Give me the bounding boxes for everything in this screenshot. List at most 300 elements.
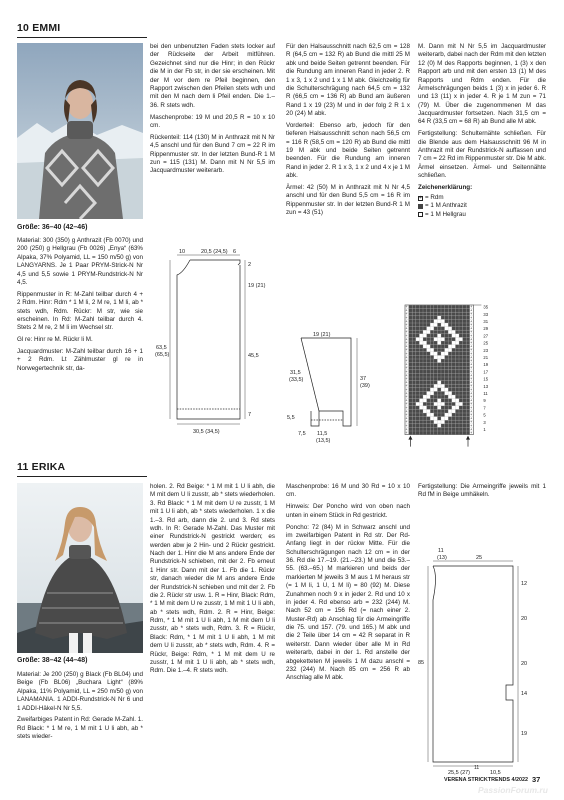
- anthracite-cell: [463, 409, 467, 413]
- anthracite-cell: [466, 398, 473, 403]
- anthracite-cell: [409, 420, 413, 424]
- anthracite-cell: [455, 427, 459, 431]
- chart-row-label: 31: [483, 319, 489, 324]
- anthracite-cell: [459, 381, 463, 385]
- anthracite-cell: [409, 402, 413, 406]
- anthracite-cell: [459, 316, 463, 320]
- edge-stitch-cell: +: [470, 427, 473, 432]
- anthracite-cell: [455, 366, 459, 370]
- anthracite-cell: [419, 366, 423, 370]
- anthracite-cell: [448, 316, 452, 320]
- anthracite-cell: [466, 337, 473, 342]
- edge-stitch-cell: +: [470, 351, 473, 356]
- anthracite-cell: [419, 395, 423, 399]
- anthracite-cell: [412, 377, 416, 381]
- anthracite-cell: [412, 402, 416, 406]
- edge-stitch-cell: +: [470, 344, 473, 349]
- anthracite-cell: [463, 323, 467, 327]
- anthracite-cell: [409, 316, 413, 320]
- anthracite-cell: [437, 373, 441, 377]
- edge-stitch-cell: +: [405, 351, 408, 356]
- anthracite-cell: [427, 420, 431, 424]
- anthracite-cell: [412, 384, 416, 388]
- anthracite-cell: [427, 359, 431, 363]
- edge-stitch-cell: +: [470, 341, 473, 345]
- anthracite-cell: [416, 373, 420, 377]
- anthracite-cell: [430, 406, 434, 410]
- anthracite-cell: [416, 366, 420, 370]
- sleeve-label-bottom-2: 11,5: [317, 431, 328, 437]
- anthracite-cell: [427, 417, 431, 421]
- anthracite-cell: [434, 406, 438, 410]
- emmi-column-4: [418, 43, 546, 219]
- emmi-column-3: [286, 43, 410, 221]
- anthracite-cell: [427, 373, 431, 377]
- anthracite-cell: [441, 409, 445, 413]
- anthracite-cell: [445, 420, 449, 424]
- anthracite-cell: [423, 384, 427, 388]
- anthracite-cell: [409, 327, 413, 331]
- anthracite-cell: [434, 366, 438, 370]
- anthracite-cell: [409, 330, 413, 334]
- anthracite-cell: [437, 366, 441, 370]
- anthracite-cell: [455, 316, 459, 320]
- chart-row-label: 33: [483, 311, 489, 317]
- anthracite-cell: [419, 363, 423, 367]
- anthracite-cell: [409, 381, 413, 385]
- anthracite-cell: [441, 334, 445, 338]
- anthracite-cell: [448, 377, 452, 381]
- anthracite-cell: [409, 399, 413, 403]
- anthracite-cell: [463, 391, 467, 395]
- edge-stitch-cell: +: [405, 344, 408, 349]
- anthracite-cell: [423, 381, 427, 385]
- edge-stitch-cell: +: [405, 319, 408, 324]
- anthracite-cell: [448, 366, 452, 370]
- anthracite-cell: [441, 424, 445, 428]
- anthracite-cell: [409, 409, 413, 413]
- anthracite-cell: [412, 373, 416, 377]
- anthracite-cell: [455, 327, 459, 331]
- anthracite-cell: [466, 359, 473, 363]
- anthracite-cell: [423, 323, 427, 327]
- edge-stitch-cell: +: [405, 315, 408, 320]
- anthracite-cell: [430, 355, 434, 359]
- chart-row-label: 9: [483, 398, 486, 404]
- anthracite-cell: [463, 417, 467, 421]
- edge-stitch-cell: +: [405, 416, 408, 421]
- emmi-column-1: [17, 237, 143, 377]
- edge-stitch-cell: +: [470, 369, 473, 374]
- anthracite-cell: [445, 406, 449, 410]
- anthracite-cell: [437, 417, 441, 421]
- anthracite-cell: [445, 399, 449, 403]
- anthracite-cell: [463, 316, 467, 320]
- paragraph: M. Dann mit N Nr 5,5 im Jacquardmuster weiterarb, dabei nach der Rdm mit den letzten 12 (0) M des Rapports beginnen, 1 (3) x den Rapport arb und mit den ersten 13 (1) M des Rapports und Rdm enden. Für die Ärmelschrägungen beids 1 (3) x in jeder 6. R und 13 (11) x in jeder 4. R je 1 M zun = 71 (79) M. Über die zugenommenen M das Jacquardmuster fortsetzen. Nach 31,5 cm = 64 R (33,5 cm = 68 R) ab Bund alle M abk.: [418, 43, 546, 126]
- edge-stitch-cell: +: [470, 326, 473, 331]
- anthracite-cell: [463, 355, 467, 359]
- body-label-right-2: 19 (21): [248, 283, 266, 289]
- anthracite-cell: [412, 388, 416, 392]
- anthracite-cell: [455, 319, 459, 323]
- anthracite-cell: [452, 431, 456, 435]
- edge-stitch-cell: +: [405, 423, 408, 428]
- edge-stitch-cell: +: [405, 402, 408, 407]
- chart-row-label: 27: [483, 333, 489, 339]
- anthracite-cell: [416, 316, 420, 320]
- anthracite-cell: [416, 334, 420, 338]
- anthracite-cell: [448, 309, 452, 313]
- anthracite-cell: [434, 334, 438, 338]
- edge-stitch-cell: +: [470, 366, 473, 371]
- anthracite-cell: [419, 330, 423, 334]
- poncho-label-left: 85: [418, 660, 425, 666]
- sleeve-label-right-1: 37: [360, 376, 367, 382]
- anthracite-cell: [459, 431, 463, 435]
- anthracite-cell: [409, 355, 413, 359]
- anthracite-cell: [441, 381, 445, 385]
- edge-stitch-cell: +: [470, 373, 473, 378]
- anthracite-cell: [448, 305, 452, 309]
- anthracite-cell: [459, 319, 463, 323]
- anthracite-cell: [430, 431, 434, 435]
- anthracite-cell: [448, 370, 452, 374]
- anthracite-cell: [423, 424, 427, 428]
- emmi-column-2: [150, 43, 275, 179]
- anthracite-cell: [409, 363, 413, 367]
- anthracite-cell: [430, 395, 434, 399]
- chart-row-label: 23: [483, 347, 489, 353]
- anthracite-cell: [463, 337, 467, 341]
- anthracite-cell: [452, 309, 456, 313]
- edge-stitch-cell: +: [405, 395, 408, 399]
- anthracite-cell: [466, 315, 473, 320]
- anthracite-cell: [434, 359, 438, 363]
- anthracite-cell: [434, 348, 438, 352]
- anthracite-cell: [412, 409, 416, 413]
- anthracite-cell: [416, 305, 420, 309]
- poncho-label-bottom-3: 11: [474, 765, 480, 771]
- anthracite-cell: [463, 377, 467, 381]
- edge-stitch-cell: +: [405, 359, 408, 363]
- anthracite-cell: [409, 373, 413, 377]
- anthracite-cell: [434, 427, 438, 431]
- poncho-label-bottom-1: 25,5 (27): [448, 770, 471, 776]
- anthracite-cell: [466, 373, 473, 378]
- edge-stitch-cell: +: [470, 359, 473, 363]
- anthracite-cell: [409, 391, 413, 395]
- anthracite-cell: [427, 384, 431, 388]
- anthracite-cell: [452, 377, 456, 381]
- anthracite-cell: [441, 427, 445, 431]
- section-divider: [17, 476, 147, 477]
- anthracite-cell: [463, 399, 467, 403]
- anthracite-cell: [430, 366, 434, 370]
- anthracite-cell: [430, 384, 434, 388]
- body-label-left-2: (65,5): [155, 352, 170, 358]
- anthracite-cell: [430, 305, 434, 309]
- anthracite-cell: [423, 305, 427, 309]
- legend-item-anthracite: [418, 202, 546, 210]
- anthracite-cell: [416, 312, 420, 316]
- legend-item-edge: [418, 194, 546, 202]
- anthracite-cell: [430, 377, 434, 381]
- chart-row-label: 7: [483, 405, 486, 411]
- anthracite-cell: [434, 431, 438, 435]
- anthracite-cell: [463, 384, 467, 388]
- anthracite-cell: [466, 427, 473, 432]
- anthracite-cell: [445, 366, 449, 370]
- anthracite-cell: [448, 406, 452, 410]
- anthracite-cell: [423, 388, 427, 392]
- poncho-label-right-5: 19: [521, 731, 528, 737]
- anthracite-cell: [445, 373, 449, 377]
- anthracite-cell: [448, 420, 452, 424]
- chart-row-label: 19: [483, 362, 489, 368]
- edge-stitch-cell: +: [470, 333, 473, 338]
- edge-stitch-cell: +: [470, 330, 473, 335]
- edge-stitch-cell: +: [470, 413, 473, 417]
- anthracite-cell: [466, 351, 473, 356]
- anthracite-cell: [466, 377, 473, 381]
- anthracite-cell: [455, 370, 459, 374]
- anthracite-cell: [419, 370, 423, 374]
- anthracite-cell: [455, 395, 459, 399]
- page-number: 37: [532, 775, 541, 784]
- anthracite-cell: [427, 316, 431, 320]
- anthracite-cell: [466, 366, 473, 371]
- anthracite-cell: [466, 402, 473, 407]
- anthracite-cell: [412, 424, 416, 428]
- anthracite-cell: [430, 334, 434, 338]
- anthracite-cell: [452, 381, 456, 385]
- anthracite-cell: [445, 409, 449, 413]
- anthracite-cell: [452, 373, 456, 377]
- anthracite-cell: [419, 355, 423, 359]
- anthracite-cell: [459, 348, 463, 352]
- anthracite-cell: [416, 352, 420, 356]
- anthracite-cell: [423, 370, 427, 374]
- edge-stitch-cell: +: [405, 420, 408, 425]
- sleeve-label-cuff: 5,5: [287, 415, 295, 421]
- anthracite-cell: [416, 391, 420, 395]
- anthracite-cell: [452, 305, 456, 309]
- anthracite-cell: [434, 363, 438, 367]
- arrow-head-icon: [466, 436, 470, 440]
- edge-stitch-cell: +: [470, 423, 473, 428]
- anthracite-cell: [423, 352, 427, 356]
- anthracite-cell: [452, 417, 456, 421]
- anthracite-cell: [412, 417, 416, 421]
- anthracite-cell: [423, 413, 427, 417]
- anthracite-cell: [445, 363, 449, 367]
- edge-stitch-cell: +: [405, 391, 408, 396]
- anthracite-cell: [423, 417, 427, 421]
- anthracite-cell: [434, 309, 438, 313]
- anthracite-cell: [409, 366, 413, 370]
- anthracite-cell: [463, 373, 467, 377]
- anthracite-cell: [441, 341, 445, 345]
- anthracite-cell: [459, 417, 463, 421]
- paragraph: Maschenprobe: 19 M und 20,5 R = 10 x 10 cm.: [150, 113, 275, 129]
- anthracite-cell: [412, 355, 416, 359]
- anthracite-cell: [412, 399, 416, 403]
- anthracite-cell: [427, 431, 431, 435]
- anthracite-cell: [409, 359, 413, 363]
- anthracite-cell: [455, 312, 459, 316]
- anthracite-cell: [463, 420, 467, 424]
- anthracite-cell: [409, 312, 413, 316]
- anthracite-cell: [430, 309, 434, 313]
- paragraph: Material: Je 200 (250) g Black (Fb BL04) und Beige (Fb BL06) „Buchara Light“ (89% Alpaka, 11% Polyamid, LL = 250 m/50 g) von LANAMANIA. 1 ADDI-Rundstrick-N Nr 6 und 1 ADDI-Häkel-N Nr 5,5.: [17, 671, 143, 712]
- anthracite-cell: [427, 399, 431, 403]
- anthracite-cell: [463, 305, 467, 309]
- edge-stitch-cell: +: [470, 431, 473, 435]
- anthracite-cell: [416, 384, 420, 388]
- anthracite-cell: [430, 337, 434, 341]
- anthracite-cell: [441, 348, 445, 352]
- anthracite-cell: [416, 345, 420, 349]
- anthracite-cell: [416, 431, 420, 435]
- anthracite-cell: [409, 377, 413, 381]
- anthracite-cell: [412, 413, 416, 417]
- anthracite-cell: [463, 312, 467, 316]
- anthracite-cell: [466, 312, 473, 317]
- anthracite-cell: [437, 427, 441, 431]
- paragraph: Hinweis: Der Poncho wird von oben nach unten in einem Stück in Rd gestrickt.: [286, 503, 410, 519]
- anthracite-cell: [419, 424, 423, 428]
- anthracite-cell: [416, 363, 420, 367]
- anthracite-cell: [412, 330, 416, 334]
- anthracite-cell: [434, 370, 438, 374]
- anthracite-cell: [445, 395, 449, 399]
- anthracite-cell: [423, 319, 427, 323]
- anthracite-cell: [427, 352, 431, 356]
- anthracite-cell: [412, 323, 416, 327]
- anthracite-cell: [434, 341, 438, 345]
- sleeve-label-bottom-1: 7,5: [298, 431, 306, 437]
- sleeve-label-left-1: 31,5: [290, 370, 301, 376]
- paragraph: Zweifarbiges Patent in Rd: Gerade M-Zahl. 1. Rd Black: * 1 M re, 1 M mit 1 U li abh, ab * stets wieder-: [17, 716, 143, 741]
- anthracite-cell: [427, 388, 431, 392]
- anthracite-cell: [419, 348, 423, 352]
- anthracite-cell: [430, 402, 434, 406]
- anthracite-cell: [423, 355, 427, 359]
- anthracite-cell: [423, 327, 427, 331]
- anthracite-cell: [409, 348, 413, 352]
- anthracite-cell: [455, 309, 459, 313]
- edge-stitch-cell: +: [405, 341, 408, 345]
- edge-stitch-cell: +: [405, 305, 408, 309]
- anthracite-cell: [416, 427, 420, 431]
- anthracite-cell: [437, 413, 441, 417]
- anthracite-cell: [423, 363, 427, 367]
- anthracite-cell: [430, 345, 434, 349]
- anthracite-cell: [412, 395, 416, 399]
- anthracite-cell: [455, 359, 459, 363]
- anthracite-cell: [416, 327, 420, 331]
- anthracite-cell: [423, 431, 427, 435]
- edge-stitch-cell: +: [405, 369, 408, 374]
- anthracite-cell: [409, 319, 413, 323]
- anthracite-cell: [409, 352, 413, 356]
- anthracite-cell: [441, 377, 445, 381]
- anthracite-cell: [459, 366, 463, 370]
- anthracite-cell: [441, 345, 445, 349]
- anthracite-cell: [427, 312, 431, 316]
- anthracite-cell: [427, 381, 431, 385]
- anthracite-cell: [434, 312, 438, 316]
- anthracite-cell: [409, 384, 413, 388]
- anthracite-cell: [455, 330, 459, 334]
- anthracite-cell: [459, 334, 463, 338]
- edge-stitch-cell: +: [470, 319, 473, 324]
- anthracite-cell: [419, 319, 423, 323]
- anthracite-cell: [427, 337, 431, 341]
- poncho-label-right-1: 12: [521, 581, 528, 587]
- anthracite-cell: [455, 409, 459, 413]
- anthracite-cell: [412, 366, 416, 370]
- anthracite-cell: [412, 363, 416, 367]
- anthracite-cell: [416, 377, 420, 381]
- anthracite-cell: [409, 370, 413, 374]
- anthracite-cell: [419, 388, 423, 392]
- anthracite-cell: [445, 319, 449, 323]
- anthracite-cell: [448, 319, 452, 323]
- anthracite-cell: [448, 373, 452, 377]
- emmi-sleeve-schematic: [285, 330, 405, 455]
- anthracite-cell: [455, 424, 459, 428]
- anthracite-cell: [441, 330, 445, 334]
- anthracite-cell: [466, 344, 473, 349]
- emmi-body-schematic: [150, 245, 275, 435]
- anthracite-cell: [430, 420, 434, 424]
- anthracite-cell: [412, 427, 416, 431]
- paragraph: Poncho: 72 (84) M in Schwarz anschl und im zweifarbigen Patent in Rd str. Der Rd-Anfang liegt in der rückw Mitte. Für die Schulterschrägungen nach 12 cm = in der 36. Rd die 17.–19. (21.–23.) M und die 53.–55. (63.–65.) M markieren und beids der markierten M jeweils 3 M aus 1 M heraus str (= 1 M li, 1 U, 1 M li) = 80 (92) M. Diese Zunahmen noch 9 x in jeder 2. Rd und 10 x in jeder 4. Rd ebenso arb = 232 (244) M. Nach 52 cm = 156 Rd (= nach einer 2. Muster-Rd) ab Anschlag für die Armeingriffe die 75. und 157. (79. und 165.) M abk und die 2 Teile über 14 cm = 42 R separat in R weiterstr. Dann wieder über alle M in Rd weiterarb, dabei in der 1. Rd anstelle der abgeketteten M jeweils 1 M dazu anschl = 232 (244) M. Nach 85 cm = 256 R ab Anschlag alle M abk.: [286, 523, 410, 682]
- anthracite-cell: [445, 427, 449, 431]
- anthracite-cell: [412, 345, 416, 349]
- anthracite-cell: [445, 431, 449, 435]
- anthracite-cell: [434, 377, 438, 381]
- anthracite-cell: [434, 305, 438, 309]
- edge-stitch-cell: +: [470, 420, 473, 425]
- anthracite-cell: [419, 316, 423, 320]
- section-title-emmi: 10 EMMI: [17, 22, 61, 34]
- anthracite-cell: [459, 413, 463, 417]
- anthracite-cell: [416, 309, 420, 313]
- anthracite-cell: [437, 312, 441, 316]
- anthracite-cell: [448, 402, 452, 406]
- legend-title: Zeichenerklärung:: [418, 184, 473, 191]
- paragraph: Rippenmuster in R: M-Zahl teilbar durch 4 + 2 Rdm. Hinr: Rdm * 1 M li, 2 M re, 1 M li, ab * stets wdh, Rdm. Rückr: M str, wie sie erscheinen. In Rd: M-Zahl teilbar durch 4. Stets 2 M re, 2 M li im Wechsel str.: [17, 290, 143, 332]
- anthracite-cell: [441, 399, 445, 403]
- anthracite-cell: [423, 312, 427, 316]
- anthracite-cell: [445, 381, 449, 385]
- anthracite-cell: [455, 417, 459, 421]
- anthracite-cell: [459, 341, 463, 345]
- erika-column-3: [286, 483, 410, 686]
- paragraph: holen. 2. Rd Beige: * 1 M mit 1 U li abh, die M mit dem U li zusstr, ab * stets wiederholen. 3. Rd Black: * 1 M mit dem U re zusstr, 1 M mit 1 U li abh, ab * stets wiederholen. 1 x die 1.–3. Rd arb, dann die 2. und 3. Rd stets wdh. In R: Gerade M-Zahl. Das Muster mit einer Rundstrick-N gestrickt werden; es werden abw je 2 Hin- und 2 Rückr gestrickt. Nach der 1. Hinr die M ans andere Ende der Rundstrick-N schieben, mit der 2. Fb erneut 1 Hinr str. Dann mit der 1. Fb die 1. Rückr str, danach wieder die M ans andere Ende der Rundstrick-N schieben und mit der 2. Fb die 2. Rückr str usw. 1. R = Hinr, Black: Rdm, * 1 M mit dem U re zusstr, 1 M mit 1 U li abh, ab * stets wdh, Rdm. 2. R = Hinr, Beige: Rdm, * 1 M mit 1 U li abh, 1 M mit dem U li zusstr, ab * stets wdh, Rdm. 3. R = Rückr, Black: Rdm, * 1 M mit 1 U li abh, 1 M mit dem U li zusstr, ab * stets wdh, Rdm. 4. R = Rückr, Beige: Rdm, * 1 M mit dem U re zusstr, 1 M mit 1 U li abh, ab * stets wdh, Rdm. Die 1.–4. R stets wdh.: [150, 483, 275, 675]
- anthracite-cell: [463, 341, 467, 345]
- anthracite-cell: [452, 327, 456, 331]
- anthracite-cell: [466, 431, 473, 435]
- anthracite-cell: [412, 391, 416, 395]
- anthracite-cell: [459, 395, 463, 399]
- anthracite-cell: [409, 413, 413, 417]
- anthracite-cell: [437, 309, 441, 313]
- anthracite-cell: [409, 337, 413, 341]
- anthracite-cell: [427, 406, 431, 410]
